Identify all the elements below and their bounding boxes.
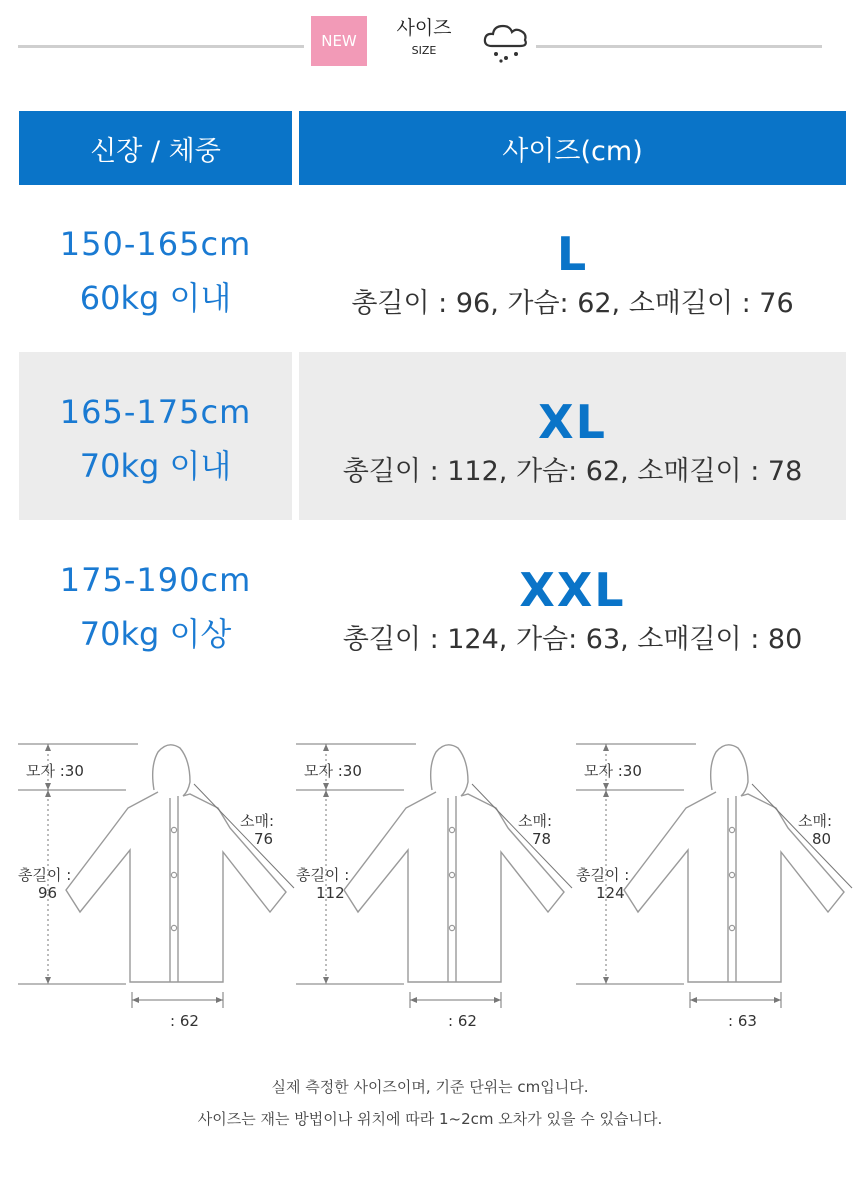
length-label: 총길이 : — [18, 866, 72, 884]
column-header-height-weight: 신장 / 체중 — [19, 111, 292, 185]
column-header-size: 사이즈(cm) — [299, 111, 846, 185]
arrowhead — [45, 790, 51, 797]
hood-measurement: 모자 :30 — [584, 762, 642, 780]
arrowhead — [690, 997, 697, 1003]
length-label: 총길이 : — [576, 866, 630, 884]
section-subtitle: SIZE — [411, 44, 437, 57]
button-dot — [729, 925, 734, 930]
button-dot — [449, 925, 454, 930]
raincoat-diagram — [296, 730, 586, 1040]
button-dot — [729, 827, 734, 832]
height-range: 165-175cm — [59, 393, 252, 431]
length-value: 96 — [38, 884, 58, 902]
sleeve-label: 소매: — [240, 812, 275, 830]
arrowhead — [323, 790, 329, 797]
arrowhead — [45, 977, 51, 984]
hood-outline — [711, 745, 748, 796]
sleeve-label: 소매: — [518, 812, 553, 830]
new-badge: NEW — [311, 16, 367, 66]
sleeve-value: 80 — [812, 830, 832, 848]
chest-value: : 62 — [170, 1012, 199, 1030]
header-divider-right — [536, 45, 822, 48]
rain-cloud-icon — [482, 18, 530, 64]
arrowhead — [603, 783, 609, 790]
arrowhead — [216, 997, 223, 1003]
size-label: XL — [538, 395, 607, 449]
header-divider-left — [18, 45, 304, 48]
hood-outline — [431, 745, 468, 796]
arrowhead — [603, 977, 609, 984]
weight-range: 70kg 이상 — [79, 615, 232, 653]
button-dot — [171, 925, 176, 930]
length-label: 총길이 : — [296, 866, 350, 884]
button-dot — [449, 827, 454, 832]
footnote-tolerance: 사이즈는 재는 방법이나 위치에 따라 1~2cm 오차가 있을 수 있습니다. — [197, 1110, 663, 1128]
hood-measurement: 모자 :30 — [26, 762, 84, 780]
raincoat-diagram — [576, 730, 860, 1040]
table-row-xl-size — [299, 396, 846, 490]
arrowhead — [45, 783, 51, 790]
size-dimensions: 총길이 : 112, 가슴: 62, 소매길이 : 78 — [342, 456, 803, 487]
sleeve-value: 76 — [254, 830, 274, 848]
chest-value: : 63 — [728, 1012, 757, 1030]
arrowhead — [323, 783, 329, 790]
table-row-xxl-size — [299, 564, 846, 658]
size-label: XXL — [519, 563, 626, 617]
arrowhead — [323, 744, 329, 751]
arrowhead — [45, 744, 51, 751]
sleeve-value: 78 — [532, 830, 552, 848]
length-value: 124 — [596, 884, 625, 902]
height-range: 175-190cm — [59, 561, 252, 599]
size-dimensions: 총길이 : 124, 가슴: 63, 소매길이 : 80 — [342, 624, 803, 655]
footnote-measurement: 실제 측정한 사이즈이며, 기준 단위는 cm입니다. — [271, 1078, 589, 1096]
arrowhead — [410, 997, 417, 1003]
arrowhead — [323, 977, 329, 984]
table-row-xl-body — [19, 392, 292, 486]
size-dimensions: 총길이 : 96, 가슴: 62, 소매길이 : 76 — [351, 288, 794, 319]
button-dot — [729, 872, 734, 877]
raincoat-diagram — [18, 730, 308, 1040]
sleeve-dimension — [752, 784, 852, 888]
button-dot — [449, 872, 454, 877]
chest-value: : 62 — [448, 1012, 477, 1030]
hood-measurement: 모자 :30 — [304, 762, 362, 780]
table-row-l-body — [19, 224, 292, 318]
height-range: 150-165cm — [59, 225, 252, 263]
arrowhead — [603, 790, 609, 797]
arrowhead — [132, 997, 139, 1003]
arrowhead — [603, 744, 609, 751]
table-row-l-size — [299, 228, 846, 322]
table-row-xxl-body — [19, 560, 292, 654]
weight-range: 70kg 이내 — [79, 447, 232, 485]
sleeve-dimension — [194, 784, 294, 888]
length-value: 112 — [316, 884, 345, 902]
section-title: 사이즈 — [396, 17, 452, 39]
sleeve-dimension — [472, 784, 572, 888]
arrowhead — [774, 997, 781, 1003]
weight-range: 60kg 이내 — [79, 279, 232, 317]
arrowhead — [494, 997, 501, 1003]
button-dot — [171, 827, 176, 832]
hood-outline — [153, 745, 190, 796]
sleeve-label: 소매: — [798, 812, 833, 830]
button-dot — [171, 872, 176, 877]
size-label: L — [556, 227, 589, 281]
